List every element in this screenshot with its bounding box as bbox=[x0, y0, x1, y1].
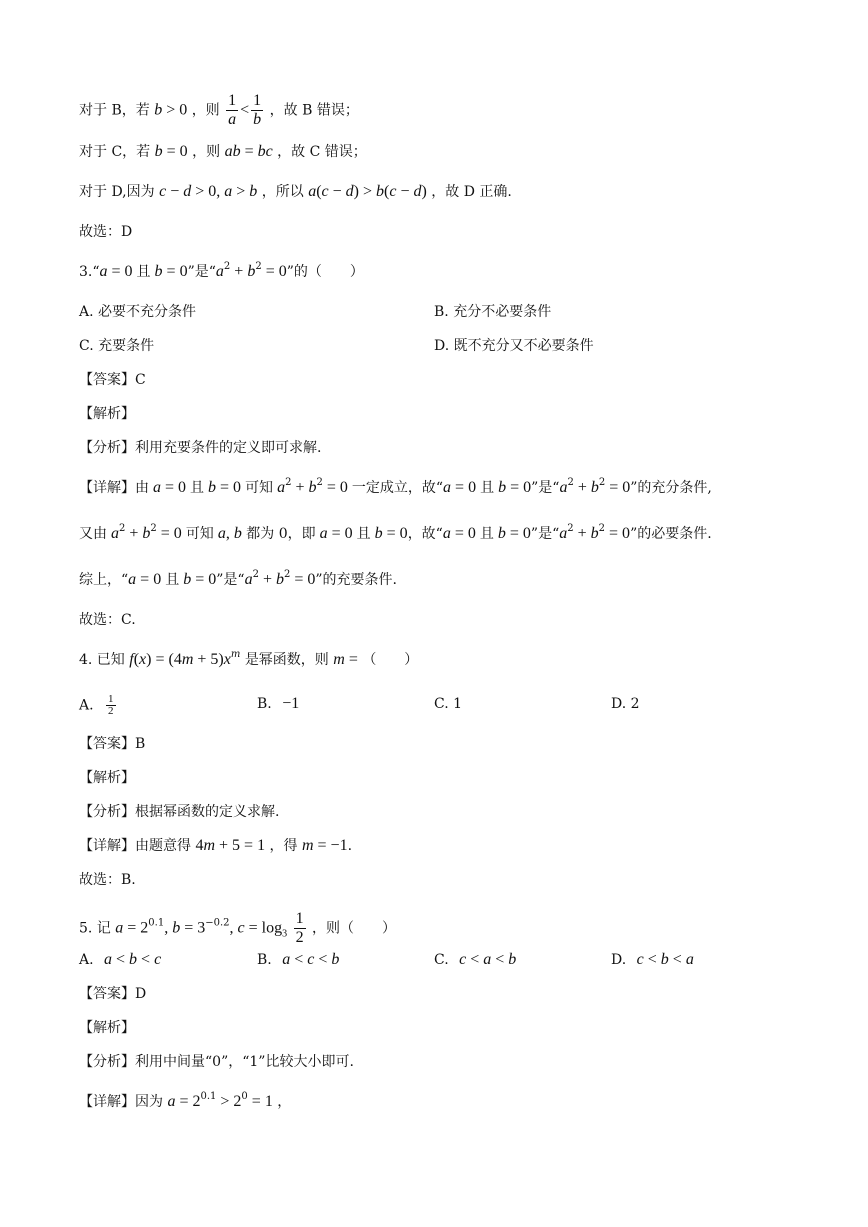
question-3: 3.“a = 0 且 b = 0”是“$a^2 + b^2 = 0$”的（ ） bbox=[79, 261, 364, 280]
answer-3: 【答案】C bbox=[79, 372, 146, 388]
text: 对于 D,因为 bbox=[79, 184, 155, 200]
analysis-5: 【分析】利用中间量“0”，“1”比较大小即可. bbox=[79, 1054, 354, 1070]
q5-option-b: B. a < c < b bbox=[257, 951, 340, 968]
q5-option-a: A. a < b < c bbox=[79, 951, 162, 968]
select-answer-3: 故选：C. bbox=[79, 612, 136, 628]
q4-option-a: A. $\frac{1}{2}$ bbox=[79, 693, 114, 717]
analysis-header-5: 【解析】 bbox=[79, 1020, 135, 1036]
text: 对于 C，若 bbox=[79, 144, 151, 160]
text: （ ） bbox=[362, 652, 419, 668]
q5-option-d: D. c < b < a bbox=[611, 951, 694, 968]
label: B. bbox=[257, 952, 272, 968]
text: ， bbox=[277, 1094, 292, 1110]
analysis-3: 【分析】利用充要条件的定义即可求解. bbox=[79, 440, 322, 456]
q3-option-b: B. 充分不必要条件 bbox=[434, 304, 552, 320]
detail-3-line1: 【详解】由 a = 0 且 b = 0 可知 $a^2 + b^2 = 0$ 一定成立，故“a = 0 且 b = 0”是“$a^2 + b^2 = 0$”的充分条件, bbox=[79, 477, 712, 496]
q5-option-c: C. c < a < b bbox=[434, 951, 517, 968]
select-answer-4: 故选：B. bbox=[79, 872, 136, 888]
text: ，故 B 错误； bbox=[269, 102, 359, 119]
q3-option-d: D. 既不充分又不必要条件 bbox=[434, 338, 594, 354]
question-4: 4. 已知 $f(x) = (4m + 5)x^m$ 是幂函数，则 m = （ ） bbox=[79, 649, 419, 668]
detail-3-line2: 又由 $a^2 + b^2 = 0$ 可知 a, b 都为 0，即 a = 0 且 b = 0，故“a = 0 且 b = 0”是“$a^2 + b^2 = 0$”的必要条件. bbox=[79, 523, 712, 542]
fraction: $\frac{1}{a}$ bbox=[228, 92, 237, 128]
detail-4: 【详解】由题意得 4m + 5 = 1 ，得 m = −1. bbox=[79, 837, 353, 854]
text: 5. 记 bbox=[79, 920, 111, 937]
label: A. bbox=[79, 697, 94, 714]
analysis-header-3: 【解析】 bbox=[79, 406, 135, 422]
label: D. bbox=[611, 952, 627, 968]
solution-c-line: 对于 C，若 b = 0 ，则 ab = bc ，故 C 错误； bbox=[79, 143, 367, 160]
text: ，故 D 正确. bbox=[431, 184, 512, 200]
answer-5: 【答案】D bbox=[79, 986, 147, 1002]
text: 是幂函数，则 bbox=[244, 652, 329, 668]
answer-4: 【答案】B bbox=[79, 736, 146, 752]
text: ，则 bbox=[191, 102, 220, 119]
text: . bbox=[347, 838, 353, 854]
fraction: $\frac{1}{2}$ bbox=[295, 910, 304, 946]
text: 4. 已知 bbox=[79, 652, 125, 668]
text: ，则 bbox=[192, 144, 221, 160]
q3-option-a: A. 必要不充分条件 bbox=[79, 304, 197, 320]
q3-option-c: C. 充要条件 bbox=[79, 338, 155, 354]
analysis-header-4: 【解析】 bbox=[79, 770, 135, 786]
question-5: 5. 记 $a = 2^{0.1}$, $b = 3^{-0.2}$, $c = \log_3$ $\frac{1}{2}$ ，则（ ） bbox=[79, 910, 397, 946]
text: 【详解】因为 bbox=[79, 1094, 163, 1110]
label: A. bbox=[79, 952, 94, 968]
fraction: $\frac{1}{b}$ bbox=[253, 92, 262, 128]
q4-option-b: B. −1 bbox=[257, 695, 300, 712]
detail-3-line3: 综上，“a = 0 且 b = 0”是“$a^2 + b^2 = 0$”的充要条件. bbox=[79, 569, 397, 588]
solution-d-line: 对于 D,因为 c − d > 0, a > b ，所以 a(c − d) > b(c − d) ，故 D 正确. bbox=[79, 183, 512, 200]
analysis-4: 【分析】根据幂函数的定义求解. bbox=[79, 804, 280, 820]
q4-option-d: D. 2 bbox=[611, 696, 640, 712]
q4-option-c: C. 1 bbox=[434, 696, 463, 712]
text: ，则（ ） bbox=[312, 920, 397, 937]
text: ，所以 bbox=[261, 184, 304, 200]
select-answer: 故选：D bbox=[79, 224, 133, 240]
text: 对于 B，若 bbox=[79, 102, 150, 119]
label: B. bbox=[257, 696, 272, 712]
text: ，得 bbox=[269, 838, 298, 854]
text: ，故 C 错误； bbox=[277, 144, 367, 160]
text: 【详解】由题意得 bbox=[79, 838, 191, 854]
label: C. bbox=[434, 952, 449, 968]
solution-b-line: 对于 B，若 b > 0 ，则 $\frac{1}{a}$ < $\frac{1}{b}$ ，故 B 错误； bbox=[79, 92, 359, 128]
detail-5: 【详解】因为 $a = 2^{0.1} > 2^0 = 1$ ， bbox=[79, 1091, 292, 1110]
